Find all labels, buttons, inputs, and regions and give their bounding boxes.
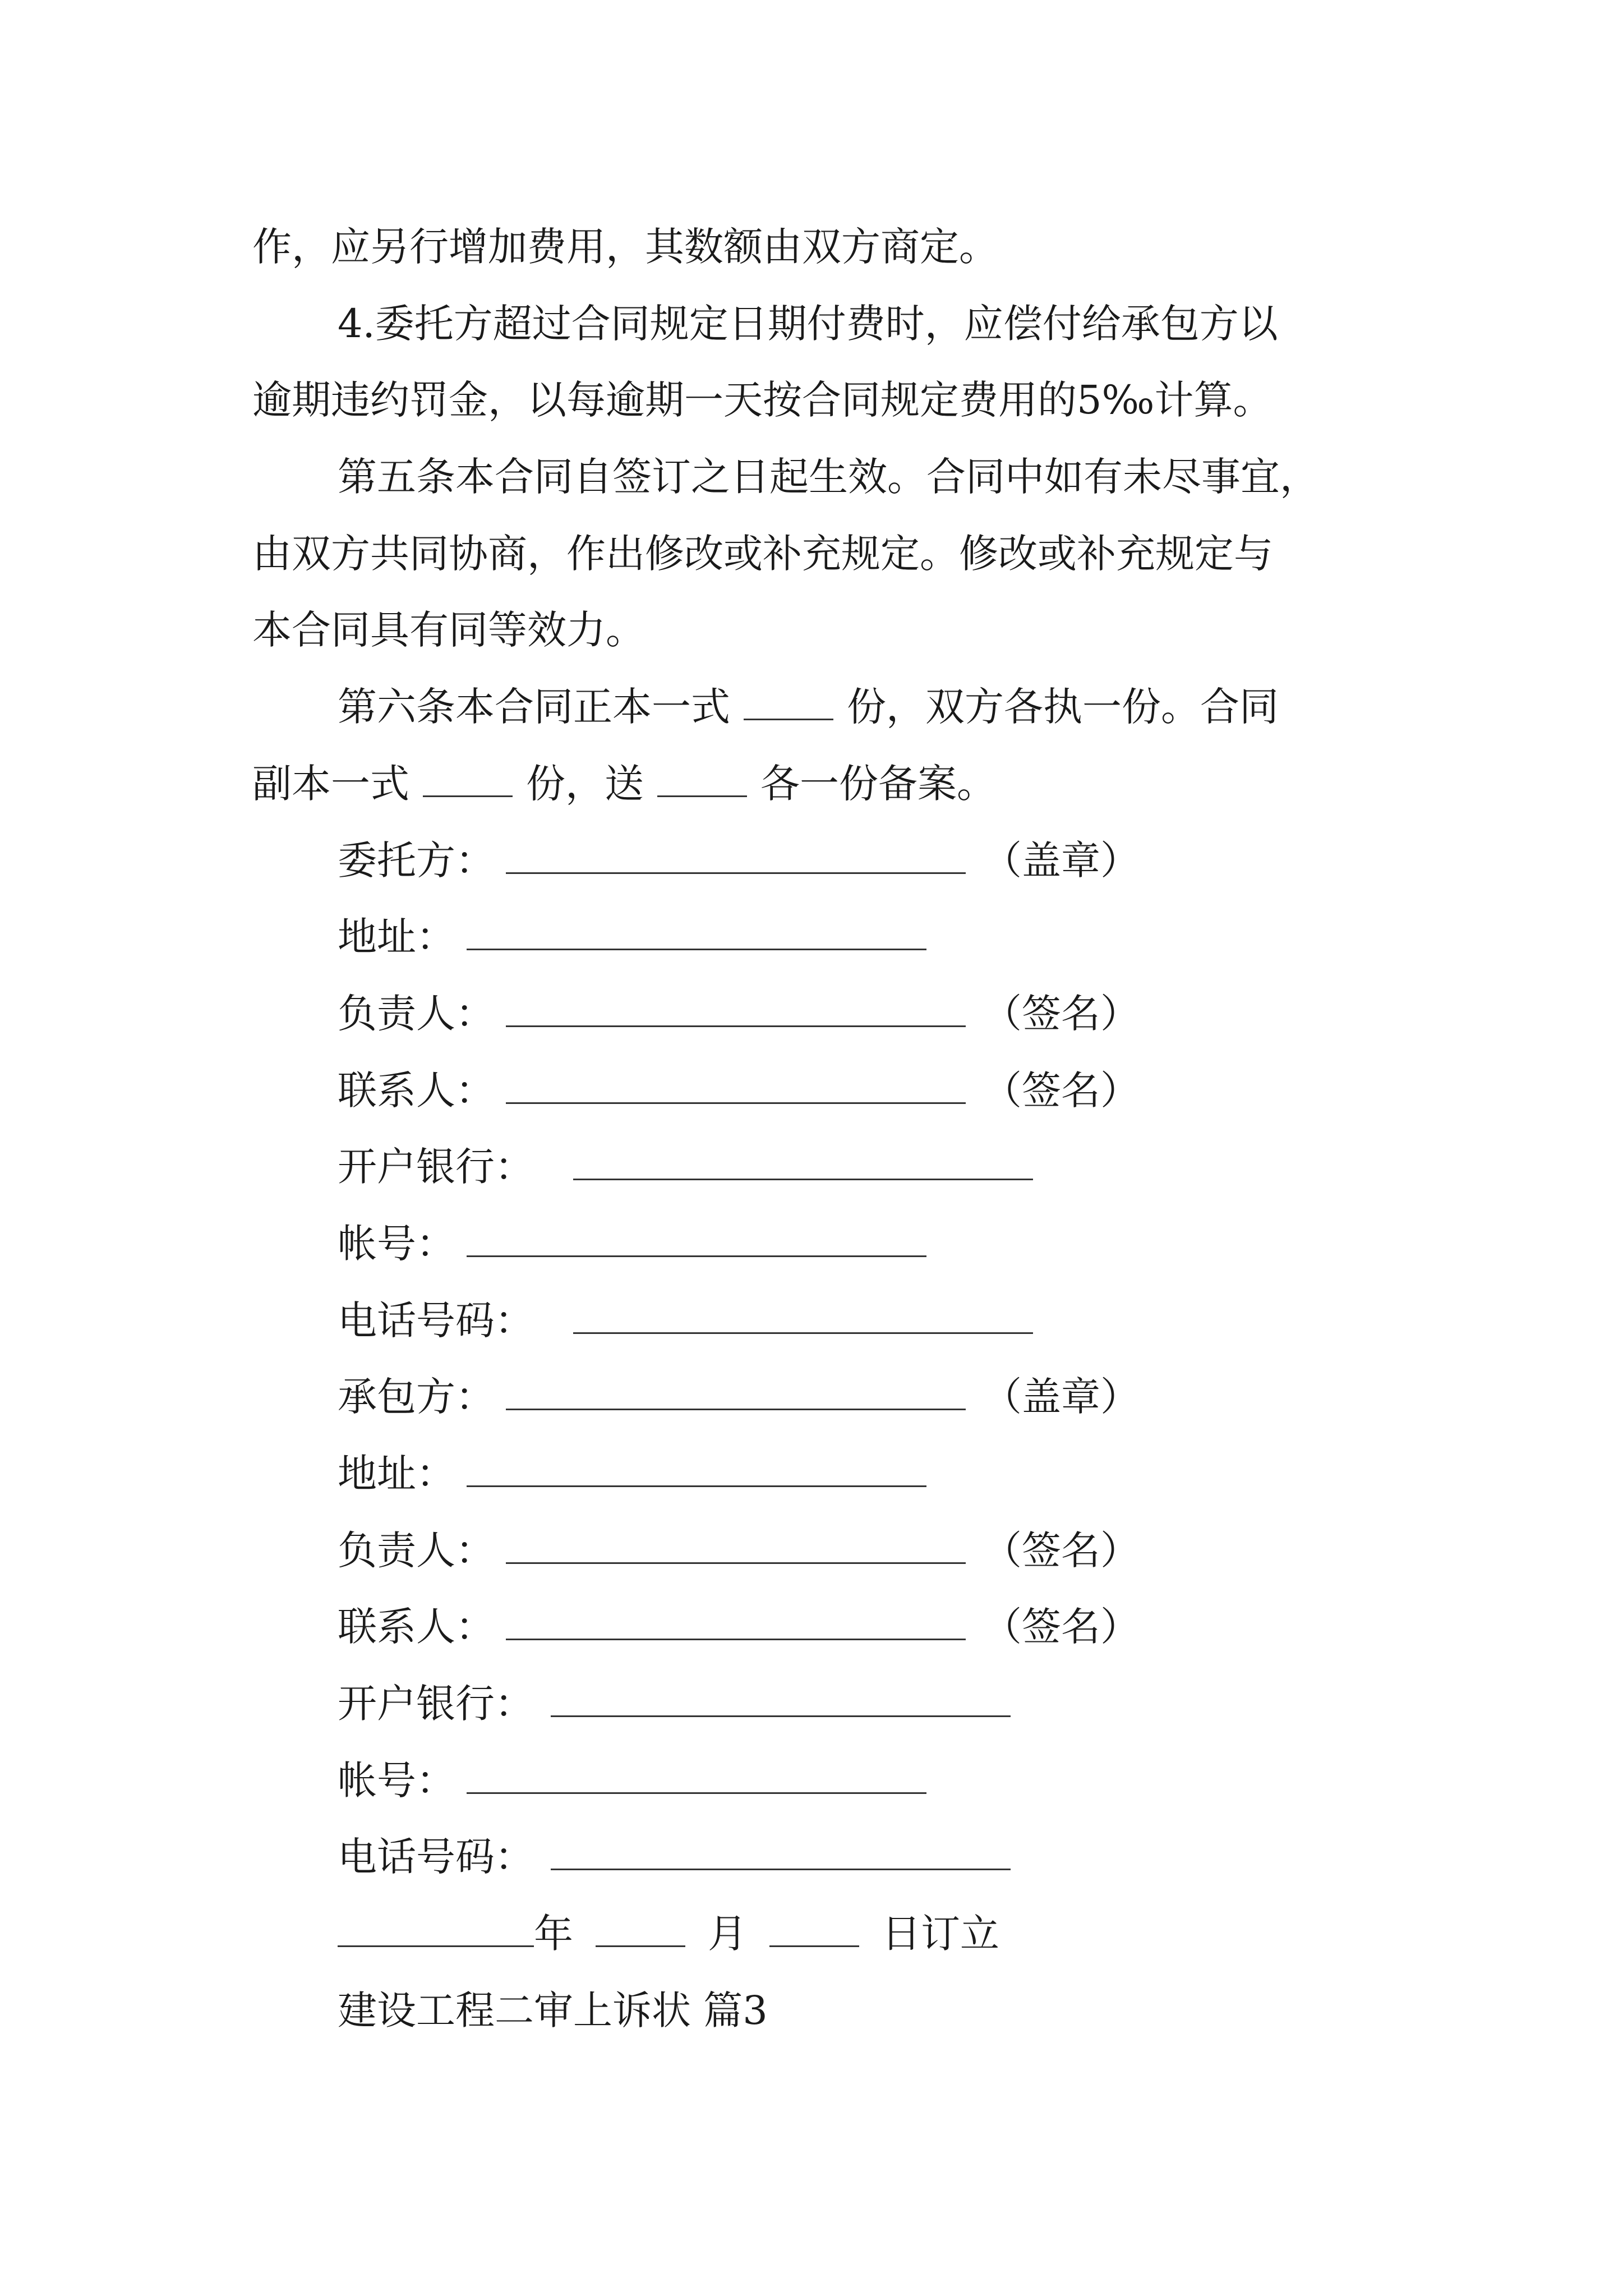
month-blank[interactable] [596, 1911, 685, 1947]
paragraph-text: 第六条本合同正本一式 [338, 684, 730, 730]
client-bank-row [338, 1139, 1050, 1195]
contractor-account-row [338, 1752, 943, 1809]
client-account-label: 帐号： [338, 1221, 455, 1267]
contractor-contact-row [338, 1599, 1140, 1655]
client-address-blank[interactable] [467, 914, 926, 950]
client-phone-blank[interactable] [573, 1297, 1033, 1334]
year-blank[interactable] [338, 1911, 534, 1947]
client-principal-sign-note: （签名） [983, 991, 1140, 1037]
client-bank-blank[interactable] [573, 1144, 1033, 1180]
contractor-address-blank[interactable] [467, 1451, 926, 1487]
signing-date-row [338, 1906, 999, 1962]
contractor-phone-row [338, 1829, 1027, 1885]
client-party-blank[interactable] [506, 838, 966, 874]
contractor-party-row [338, 1369, 1140, 1425]
client-phone-label: 电话号码： [338, 1297, 534, 1343]
paragraph-line [338, 679, 1279, 735]
paragraph-text: 份，双方各执一份。合同 [847, 684, 1279, 730]
contractor-phone-label: 电话号码： [338, 1834, 534, 1880]
paragraph-line: 4.委托方超过合同规定日期付费时，应偿付给承包方以 [338, 301, 1278, 347]
client-principal-row [338, 986, 1140, 1042]
client-party-label: 委托方： [338, 838, 495, 884]
duplicate-copies-blank[interactable] [423, 761, 513, 797]
contractor-principal-sign-note: （签名） [983, 1527, 1140, 1573]
contractor-principal-row [338, 1522, 1140, 1579]
copies-blank[interactable] [744, 684, 833, 720]
paragraph-line: 作，应另行增加费用，其数额由双方商定。 [252, 224, 998, 270]
contractor-seal-note: （盖章） [983, 1374, 1140, 1420]
paragraph-text: 份，送 [526, 761, 644, 807]
day-label: 日订立 [882, 1911, 999, 1957]
client-party-row [338, 832, 1140, 889]
client-contact-blank[interactable] [506, 1068, 966, 1104]
client-bank-label: 开户银行： [338, 1144, 534, 1190]
contractor-account-label: 帐号： [338, 1757, 455, 1803]
paragraph-text: 副本一式 [252, 761, 409, 807]
client-contact-row [338, 1062, 1140, 1119]
client-principal-blank[interactable] [506, 991, 966, 1027]
client-address-row [338, 909, 943, 965]
contractor-account-blank[interactable] [467, 1757, 926, 1794]
month-label: 月 [708, 1911, 747, 1957]
contractor-party-blank[interactable] [506, 1374, 966, 1410]
client-account-blank[interactable] [467, 1221, 926, 1257]
paragraph-line [252, 756, 996, 812]
client-seal-note: （盖章） [983, 838, 1140, 884]
contractor-contact-sign-note: （签名） [983, 1604, 1140, 1650]
contractor-contact-label: 联系人： [338, 1604, 495, 1650]
paragraph-line: 逾期违约罚金，以每逾期一天按合同规定费用的5‰计算。 [252, 377, 1272, 423]
client-principal-label: 负责人： [338, 991, 495, 1037]
contractor-address-label: 地址： [338, 1451, 455, 1497]
client-contact-label: 联系人： [338, 1068, 495, 1114]
paragraph-text: 各一份备案。 [760, 761, 996, 807]
client-address-label: 地址： [338, 914, 455, 960]
recipient-blank[interactable] [657, 761, 747, 797]
contractor-party-label: 承包方： [338, 1374, 495, 1420]
client-account-row [338, 1216, 943, 1272]
contractor-address-row [338, 1446, 943, 1502]
contractor-bank-row [338, 1676, 1027, 1732]
contractor-bank-blank[interactable] [551, 1681, 1011, 1717]
section-heading: 建设工程二审上诉状 篇3 [338, 1987, 768, 2033]
paragraph-line: 本合同具有同等效力。 [252, 607, 645, 653]
contractor-phone-blank[interactable] [551, 1834, 1011, 1870]
year-label: 年 [534, 1911, 573, 1957]
paragraph-line: 由双方共同协商，作出修改或补充规定。修改或补充规定与 [252, 531, 1273, 577]
day-blank[interactable] [769, 1911, 859, 1947]
client-phone-row [338, 1292, 1050, 1349]
contractor-principal-label: 负责人： [338, 1527, 495, 1573]
contractor-principal-blank[interactable] [506, 1527, 966, 1564]
contractor-bank-label: 开户银行： [338, 1681, 534, 1727]
contractor-contact-blank[interactable] [506, 1604, 966, 1640]
client-contact-sign-note: （签名） [983, 1068, 1140, 1114]
paragraph-line: 第五条本合同自签订之日起生效。合同中如有未尽事宜， [338, 454, 1319, 500]
